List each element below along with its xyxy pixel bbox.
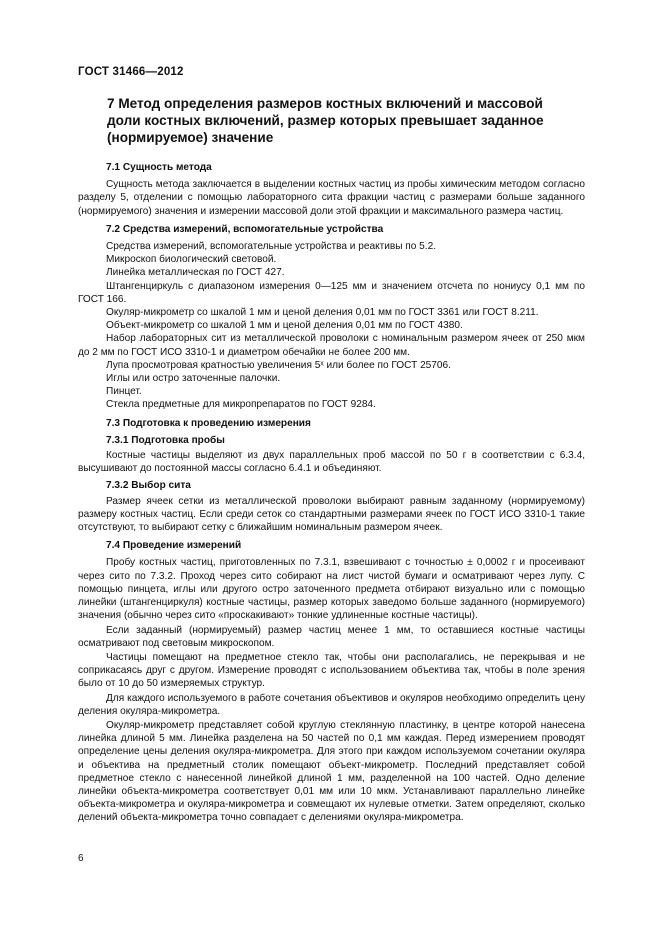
document-body [78,156,585,825]
page-number: 6 [78,853,84,864]
paragraph: Частицы помещают на предметное стекло так, чтобы они располагались, не перекрывая и не соприкасаясь друг с другом. Измерение проводят с использованием объектива так, чтобы в поле зрения было от 10 до 50 измеряемых структур. [78,651,585,690]
paragraph: Окуляр-микрометр со шкалой 1 мм и ценой деления 0,01 мм по ГОСТ 3361 или ГОСТ 8.211. [106,307,539,319]
paragraph: Микроскоп биологический световой. [106,254,277,266]
section-title: 7 Метод определения размеров костных включений и массовой доли костных включений, размер которых превышает заданное (нормируемое) значение [107,96,544,145]
paragraph: Пинцет. [106,386,142,398]
paragraph: Иглы или остро заточенные палочки. [106,373,281,385]
paragraph: Средства измерений, вспомогательные устройства и реактивы по 5.2. [106,241,437,253]
paragraph: Костные частицы выделяют из двух параллельных проб массой по 50 г в соответствии с 6.3.4, высушивают до постоянной массы согласно 6.4.1 и объединяют. [78,450,585,475]
subsection-heading: 7.4 Проведение измерений [106,540,242,552]
paragraph: Штангенциркуль с диапазоном измерения 0—125 мм и значением отсчета по нониусу 0,1 мм по ГОСТ 166. [78,280,585,305]
subsection-heading: 7.3 Подготовка к проведению измерения [106,417,311,429]
paragraph: Если заданный (нормируемый) размер частиц менее 1 мм, то оставшиеся костные частицы осматривают под световым микроскопом. [78,624,585,649]
paragraph: Окуляр-микрометр представляет собой круглую стеклянную пластинку, в центре которой нанесена линейка длиной 5 мм. Линейка разделена на 50 частей по 0,1 мм каждая. Перед измерением проводят определение цены деления окуляра-микрометра. Для этого при каждом используемом сочетании окуляра и объектива на предметный столик помещают объект-микрометр. Последний представляет собой предметное стекло с нанесенной линейкой длиной 1 мм, разделенной на 100 частей. Одно деление линейки объекта-микрометра соответствует 0,01 мм или 10 мкм. Устанавливают параллельно линейке объекта-микрометра и окуляра-микрометра и совмещают их нулевые отметки. Затем определяют, сколько делений объекта-микрометра точно совпадает с делениями окуляра-микрометра. [78,719,585,824]
subsection-heading: 7.2 Средства измерений, вспомогательные устройства [106,223,384,235]
paragraph: Линейка металлическая по ГОСТ 427. [106,267,285,279]
subsection-heading: 7.1 Сущность метода [106,162,212,173]
paragraph: Для каждого используемого в работе сочетания объективов и окуляров необходимо определить цену деления окуляра-микрометра. [78,692,585,717]
subsubsection-heading: 7.3.1 Подготовка пробы [106,434,225,446]
document-header: ГОСТ 31466—2012 [78,66,184,78]
subsubsection-heading: 7.3.2 Выбор сита [106,480,191,492]
paragraph: Объект-микрометр со шкалой 1 мм и ценой деления 0,01 мм по ГОСТ 4380. [106,320,463,332]
paragraph: Лупа просмотровая кратностью увеличения 5ˣ или более по ГОСТ 25706. [106,359,451,371]
paragraph: Набор лабораторных сит из металлической проволоки с номинальным размером ячеек от 250 мкм до 2 мм по ГОСТ ИСО 3310-1 и диаметром обечайки не более 200 мм. [78,333,585,358]
paragraph: Стекла предметные для микропрепаратов по ГОСТ 9284. [106,399,376,411]
paragraph: Сущность метода заключается в выделении костных частиц из пробы химическим методом согласно разделу 5, отделении с помощью лабораторного сита фракции частиц с размерами больше заданного (нормируемого) значения и измерении массовой доли этой фракции и максимального размера частиц. [78,179,585,217]
paragraph: Пробу костных частиц, приготовленных по 7.3.1, взвешивают с точностью ± 0,0002 г и просеивают через сито по 7.3.2. Проход через сито собирают на лист чистой бумаги и осматривают через лупу. С помощью пинцета, иглы или другого остро заточенного предмета отбирают визуально или с помощью линейки (штангенциркуля) костные частицы, размер которых заведомо больше заданного (нормируемого) значения (обычно через сито «проскакивают» тонкие удлиненные костные частицы). [78,557,585,622]
paragraph: Размер ячеек сетки из металлической проволоки выбирают равным заданному (нормируемому) размеру костных частиц. Если среди сеток со стандартными размерами ячеек по ГОСТ ИСО 3310-1 такие отсутствуют, то выбирают сетку с ближайшим номинальным размером ячеек. [78,495,585,534]
